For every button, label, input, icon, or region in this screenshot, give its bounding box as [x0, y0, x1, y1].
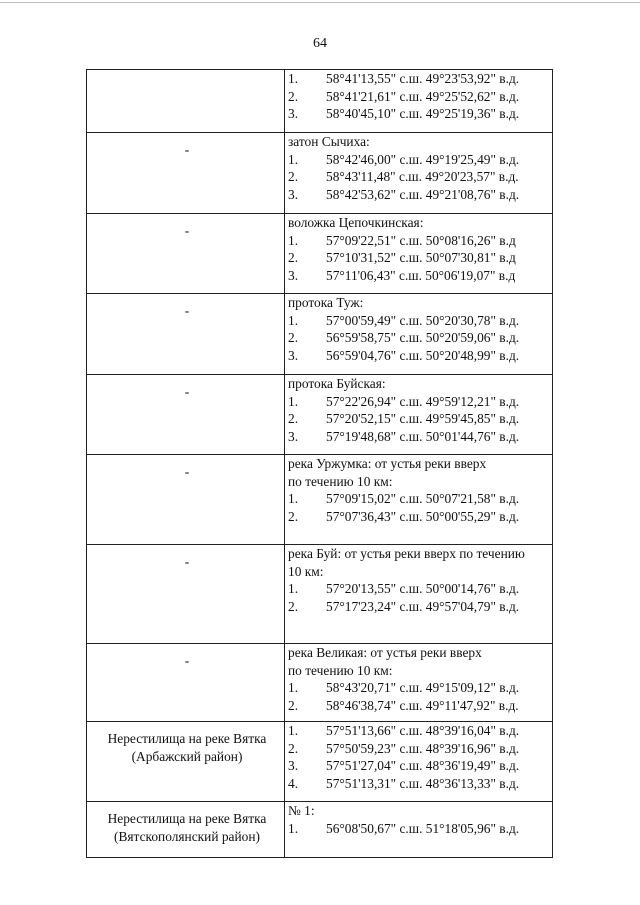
coordinate-line — [288, 312, 552, 330]
water-body-cell — [87, 70, 285, 133]
coordinate-line — [288, 598, 552, 616]
point-coordinates: 56°59'58,75" с.ш. 50°20'59,06" в.д. — [326, 330, 520, 346]
coordinate-line — [288, 186, 552, 204]
point-coordinates: 57°51'27,04" с.ш. 48°36'19,49" в.д. — [326, 758, 520, 774]
point-coordinates: 57°11'06,43" с.ш. 50°06'19,07" в.д — [326, 267, 516, 283]
section-heading: 10 км: — [288, 563, 324, 579]
point-coordinates: 57°22'26,94" с.ш. 49°59'12,21" в.д. — [326, 393, 520, 409]
coordinate-line — [288, 697, 552, 715]
section-heading: № 1: — [288, 803, 315, 818]
point-coordinates: 57°09'22,51" с.ш. 50°08'16,26" в.д — [326, 232, 516, 248]
water-body-label: - — [184, 142, 190, 157]
water-body-cell — [87, 455, 285, 545]
water-body-cell — [87, 294, 285, 375]
coordinate-line — [288, 393, 552, 411]
section-heading: затон Сычиха: — [288, 134, 370, 149]
point-number: 3. — [288, 186, 299, 202]
point-coordinates: 57°20'52,15" с.ш. 49°59'45,85" в.д. — [326, 411, 520, 427]
water-body-label: - — [184, 223, 190, 238]
point-number: 3. — [288, 428, 299, 444]
coordinate-line — [288, 820, 552, 838]
coordinate-line — [288, 88, 552, 106]
top-rule — [0, 2, 640, 3]
section-heading: река Буй: от устья реки вверх по течению — [288, 546, 525, 561]
table-row — [87, 214, 553, 294]
point-coordinates: 58°43'20,71" с.ш. 49°15'09,12" в.д. — [326, 680, 520, 696]
coordinate-line — [288, 70, 552, 88]
spawning-grounds-table — [86, 69, 553, 858]
point-coordinates: 58°41'21,61" с.ш. 49°25'52,62" в.д. — [326, 88, 520, 104]
point-number: 1. — [288, 232, 299, 248]
coordinate-line — [288, 347, 552, 365]
table-row — [87, 802, 553, 858]
point-number: 2. — [288, 250, 299, 266]
point-number: 2. — [288, 740, 299, 756]
water-body-cell — [87, 802, 285, 858]
water-body-label: - — [184, 554, 190, 569]
point-coordinates: 57°19'48,68" с.ш. 50°01'44,76" в.д. — [326, 428, 520, 444]
table-row — [87, 545, 553, 644]
point-number: 2. — [288, 411, 299, 427]
coordinates-cell — [285, 294, 553, 375]
water-body-cell — [87, 214, 285, 294]
point-coordinates: 57°09'15,02" с.ш. 50°07'21,58" в.д. — [326, 491, 520, 507]
point-number: 2. — [288, 330, 299, 346]
coordinate-line — [288, 249, 552, 267]
coordinate-line — [288, 168, 552, 186]
coordinate-line — [288, 267, 552, 285]
coordinate-line — [288, 775, 552, 793]
point-coordinates: 57°51'13,31" с.ш. 48°36'13,33" в.д. — [326, 775, 520, 791]
water-body-label: Нерестилища на реке Вятка (Вятскополянский район) — [107, 811, 267, 844]
coordinates-cell — [285, 802, 553, 858]
point-coordinates: 58°41'13,55" с.ш. 49°23'53,92" в.д. — [326, 71, 520, 86]
point-number: 1. — [288, 491, 299, 507]
point-coordinates: 58°46'38,74" с.ш. 49°11'47,92" в.д. — [326, 697, 519, 713]
coordinate-line — [288, 410, 552, 428]
point-coordinates: 57°50'59,23" с.ш. 48°39'16,96" в.д. — [326, 740, 520, 756]
section-heading: воложка Цепочкинская: — [288, 215, 424, 230]
point-coordinates: 58°43'11,48" с.ш. 49°20'23,57" в.д. — [326, 169, 519, 185]
coordinates-cell — [285, 545, 553, 644]
water-body-label: - — [184, 464, 190, 479]
coordinates-cell — [285, 70, 553, 133]
point-number: 3. — [288, 106, 299, 122]
point-number: 2. — [288, 598, 299, 614]
water-body-cell — [87, 722, 285, 802]
point-number: 2. — [288, 508, 299, 524]
coordinate-line — [288, 490, 552, 508]
coordinate-line — [288, 508, 552, 526]
coordinate-line — [288, 722, 552, 740]
page-number: 64 — [313, 36, 327, 51]
point-number: 4. — [288, 775, 299, 791]
coordinates-cell — [285, 375, 553, 455]
coordinate-line — [288, 757, 552, 775]
coordinate-line — [288, 105, 552, 123]
coordinate-line — [288, 151, 552, 169]
table-row — [87, 722, 553, 802]
coordinate-line — [288, 232, 552, 250]
coordinates-cell — [285, 644, 553, 722]
point-coordinates: 58°42'53,62" с.ш. 49°21'08,76" в.д. — [326, 186, 520, 202]
point-number: 1. — [288, 151, 299, 167]
point-number: 2. — [288, 697, 299, 713]
coordinates-cell — [285, 133, 553, 214]
point-number: 1. — [288, 71, 299, 86]
water-body-label: - — [184, 384, 190, 399]
water-body-label — [90, 70, 284, 78]
point-coordinates: 57°20'13,55" с.ш. 50°00'14,76" в.д. — [326, 581, 520, 597]
table-row — [87, 375, 553, 455]
table-row — [87, 644, 553, 722]
point-coordinates: 56°59'04,76" с.ш. 50°20'48,99" в.д. — [326, 347, 520, 363]
water-body-cell — [87, 133, 285, 214]
point-coordinates: 57°10'31,52" с.ш. 50°07'30,81" в.д — [326, 250, 516, 266]
section-heading: по течению 10 км: — [288, 473, 393, 489]
point-number: 1. — [288, 820, 299, 836]
water-body-label: Нерестилища на реке Вятка (Арбажский район) — [107, 731, 267, 764]
coordinates-cell — [285, 722, 553, 802]
water-body-label: - — [184, 653, 190, 668]
water-body-cell — [87, 644, 285, 722]
point-number: 1. — [288, 723, 299, 738]
point-number: 1. — [288, 312, 299, 328]
coordinates-cell — [285, 455, 553, 545]
point-number: 3. — [288, 267, 299, 283]
coordinates-cell — [285, 214, 553, 294]
coordinate-line — [288, 740, 552, 758]
table-row — [87, 133, 553, 214]
point-coordinates: 57°17'23,24" с.ш. 49°57'04,79" в.д. — [326, 598, 520, 614]
point-coordinates: 57°00'59,49" с.ш. 50°20'30,78" в.д. — [326, 312, 520, 328]
coordinate-line — [288, 428, 552, 446]
point-number: 1. — [288, 393, 299, 409]
point-number: 3. — [288, 758, 299, 774]
water-body-label: - — [184, 303, 190, 318]
coordinate-line — [288, 679, 552, 697]
point-number: 1. — [288, 581, 299, 597]
water-body-cell — [87, 375, 285, 455]
section-heading: протока Буйская: — [288, 376, 386, 391]
section-heading: протока Туж: — [288, 295, 364, 310]
table-row — [87, 455, 553, 545]
point-coordinates: 57°07'36,43" с.ш. 50°00'55,29" в.д. — [326, 508, 520, 524]
point-number: 2. — [288, 169, 299, 185]
point-number: 1. — [288, 680, 299, 696]
point-coordinates: 56°08'50,67" с.ш. 51°18'05,96" в.д. — [326, 820, 520, 836]
section-heading: по течению 10 км: — [288, 662, 393, 678]
point-number: 3. — [288, 347, 299, 363]
section-heading: река Великая: от устья реки вверх — [288, 645, 482, 660]
point-coordinates: 57°51'13,66" с.ш. 48°39'16,04" в.д. — [326, 723, 520, 738]
table-body — [87, 70, 553, 858]
table-row — [87, 70, 553, 133]
water-body-cell — [87, 545, 285, 644]
point-number: 2. — [288, 88, 299, 104]
point-coordinates: 58°40'45,10" с.ш. 49°25'19,36" в.д. — [326, 106, 520, 122]
table-row — [87, 294, 553, 375]
coordinate-line — [288, 580, 552, 598]
coordinate-line — [288, 329, 552, 347]
point-coordinates: 58°42'46,00" с.ш. 49°19'25,49" в.д. — [326, 151, 520, 167]
section-heading: река Уржумка: от устья реки вверх — [288, 456, 487, 471]
